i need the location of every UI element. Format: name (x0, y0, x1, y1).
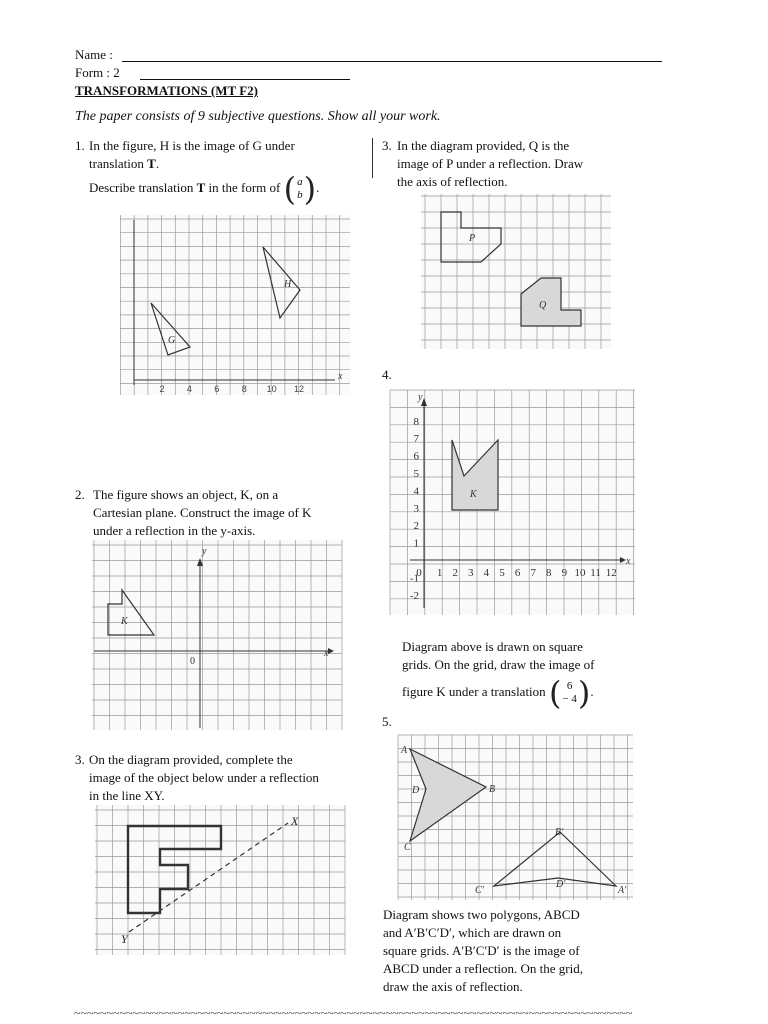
label-a: A (401, 745, 408, 756)
q3b-line3: in the line XY. (89, 788, 165, 803)
label-b: B (489, 784, 496, 795)
q1-tick-label: 10 (266, 384, 277, 394)
q4-y-tick-label: 3 (413, 502, 419, 515)
label-p: P (469, 233, 476, 244)
column-divider (372, 138, 373, 178)
q1-vector-top: a (297, 176, 303, 189)
q1-line1: In the figure, H is the image of G under (89, 138, 295, 153)
q4-number: 4. (382, 367, 392, 382)
q3b-label-y: Y (121, 932, 128, 946)
q1-line3 (89, 170, 320, 209)
q4-x-tick-label: 10 (574, 567, 586, 579)
q1-tick-label: 6 (214, 384, 220, 394)
q4-x-tick-label: 11 (590, 567, 601, 579)
q4-x-tick-label: 6 (514, 567, 521, 579)
footer-rule: ~~~~~~~~~~~~~~~~~~~~~~~~~~~~~~~~~~~~~~~~~~~~~~~~~~~~~~~~~~~~~~~~~~~~~~~~~~~~~~~~~~~~~~ (74, 1006, 633, 1020)
name-answer-line[interactable] (122, 61, 662, 62)
q4-y-tick-label: 5 (413, 468, 419, 480)
q4-x-tick-label: 7 (530, 567, 536, 579)
q4-vector-bottom: − 4 (562, 693, 577, 706)
q1-translation-symbol-2: T (196, 180, 206, 195)
q4-x-tick-label: 8 (546, 567, 552, 579)
q3a-grid-bg (421, 194, 611, 349)
label-c-prime: C′ (475, 885, 484, 896)
form-answer-line[interactable] (140, 79, 350, 80)
q4-column-vector: ( 6 − 4 ) (548, 674, 591, 713)
q4-y-tick-label: 8 (413, 415, 419, 428)
q4-y-tick-label: 4 (413, 485, 419, 498)
q4-line3 (402, 674, 594, 713)
q4-y-tick-label: 2 (413, 520, 419, 533)
q4-y-tick-label: 1 (413, 537, 419, 550)
q1-line3-text-2: in the form of (205, 180, 284, 195)
q1-line3-end: . (316, 180, 320, 195)
q5-line3: square grids. A′B′C′D′ is the image of (383, 943, 580, 958)
label-h: H (284, 279, 292, 290)
q4-x-tick-label: 1 (436, 567, 443, 579)
label-d: D (412, 785, 420, 796)
q3a-line2: image of P under a reflection. Draw (397, 156, 584, 171)
label-d-prime: D′ (556, 879, 566, 890)
q3a-line3: the axis of reflection. (397, 174, 508, 189)
q4-x-tick-label: 3 (468, 567, 474, 579)
q4-line2: grids. On the grid, draw the image of (402, 657, 595, 672)
q5-line5: draw the axis of reflection. (383, 979, 523, 994)
q1-axis-x-label: x (338, 371, 343, 382)
q5-number: 5. (382, 714, 392, 729)
name-label: Name : (75, 47, 113, 62)
q1-figure (120, 215, 350, 395)
q4-y-tick-label: 7 (413, 433, 419, 446)
q3b-number: 3. (75, 752, 85, 767)
q5-line4: ABCD under a reflection. On the grid, (383, 961, 584, 976)
q1-line2-end: . (155, 156, 160, 171)
form-label: Form : 2 (75, 65, 120, 80)
q4-x-tick-label: 5 (499, 567, 505, 579)
q5-line2: and A′B′C′D′, which are drawn on (383, 925, 562, 940)
q4-x-tick-label: 4 (483, 567, 490, 579)
q5-figure (398, 735, 633, 900)
q2-line1: The figure shows an object, K, on a (93, 487, 279, 502)
q2-label-y: y (202, 546, 207, 557)
q4-x-tick-label: 0 (416, 567, 422, 579)
q3b-figure (95, 805, 345, 955)
q3b-line1: On the diagram provided, complete the (89, 752, 293, 767)
q2-figure (92, 540, 342, 730)
q4-line1: Diagram above is drawn on square (402, 639, 583, 654)
q4-label-k: K (470, 489, 477, 500)
q4-vector-top: 6 (566, 680, 573, 693)
q4-figure (390, 390, 635, 615)
q1-vector-bottom: b (297, 189, 303, 202)
paper-instructions: The paper consists of 9 subjective questions. Show all your work. (75, 109, 441, 124)
paper-title: TRANSFORMATIONS (MT F2) (75, 83, 258, 98)
q2-number: 2. (75, 487, 85, 502)
label-c: C (404, 842, 411, 853)
q3a-number: 3. (382, 138, 392, 153)
q3a-figure (421, 194, 611, 349)
q4-x-tick-label: 12 (605, 567, 617, 579)
q1-column-vector: ( a b ) (283, 170, 317, 209)
q5-line1: Diagram shows two polygons, ABCD (383, 907, 580, 922)
q2-label-x: x (324, 648, 329, 659)
q3b-label-x: X (291, 814, 299, 828)
q1-tick-label: 2 (159, 384, 165, 394)
q2-label-origin: 0 (190, 656, 195, 667)
q1-line3-text: Describe translation (89, 180, 197, 195)
label-q: Q (539, 300, 547, 311)
q1-tick-label: 12 (293, 384, 305, 394)
q1-line2-text: translation (89, 156, 148, 171)
q4-label-x: x (626, 556, 631, 567)
q4-x-tick-label: 2 (452, 567, 458, 579)
q4-label-y: y (418, 392, 423, 403)
q4-y-tick-label: 6 (413, 450, 419, 463)
label-b-prime: B′ (555, 827, 564, 838)
q3b-line2: image of the object below under a reflection (89, 770, 319, 785)
q1-translation-symbol: T (147, 156, 156, 171)
q2-line2: Cartesian plane. Construct the image of K (93, 505, 312, 520)
q1-tick-label: 8 (241, 384, 247, 394)
q2-line3: under a reflection in the y-axis. (93, 523, 256, 538)
q1-grid-bg (120, 215, 350, 395)
q4-line3-end: . (590, 684, 594, 699)
label-a-prime: A′ (618, 885, 627, 896)
q4-x-tick-label: 9 (561, 567, 568, 579)
q1-tick-label: 4 (186, 384, 192, 394)
q4-y-tick-label: -1 (409, 572, 419, 585)
q4-line3-text: figure K under a translation (402, 684, 549, 699)
label-g: G (168, 335, 176, 346)
q4-y-tick-label: -2 (409, 589, 419, 602)
q3a-line1: In the diagram provided, Q is the (397, 138, 570, 153)
q2-label-k: K (121, 616, 128, 627)
q1-number: 1. (75, 138, 85, 153)
